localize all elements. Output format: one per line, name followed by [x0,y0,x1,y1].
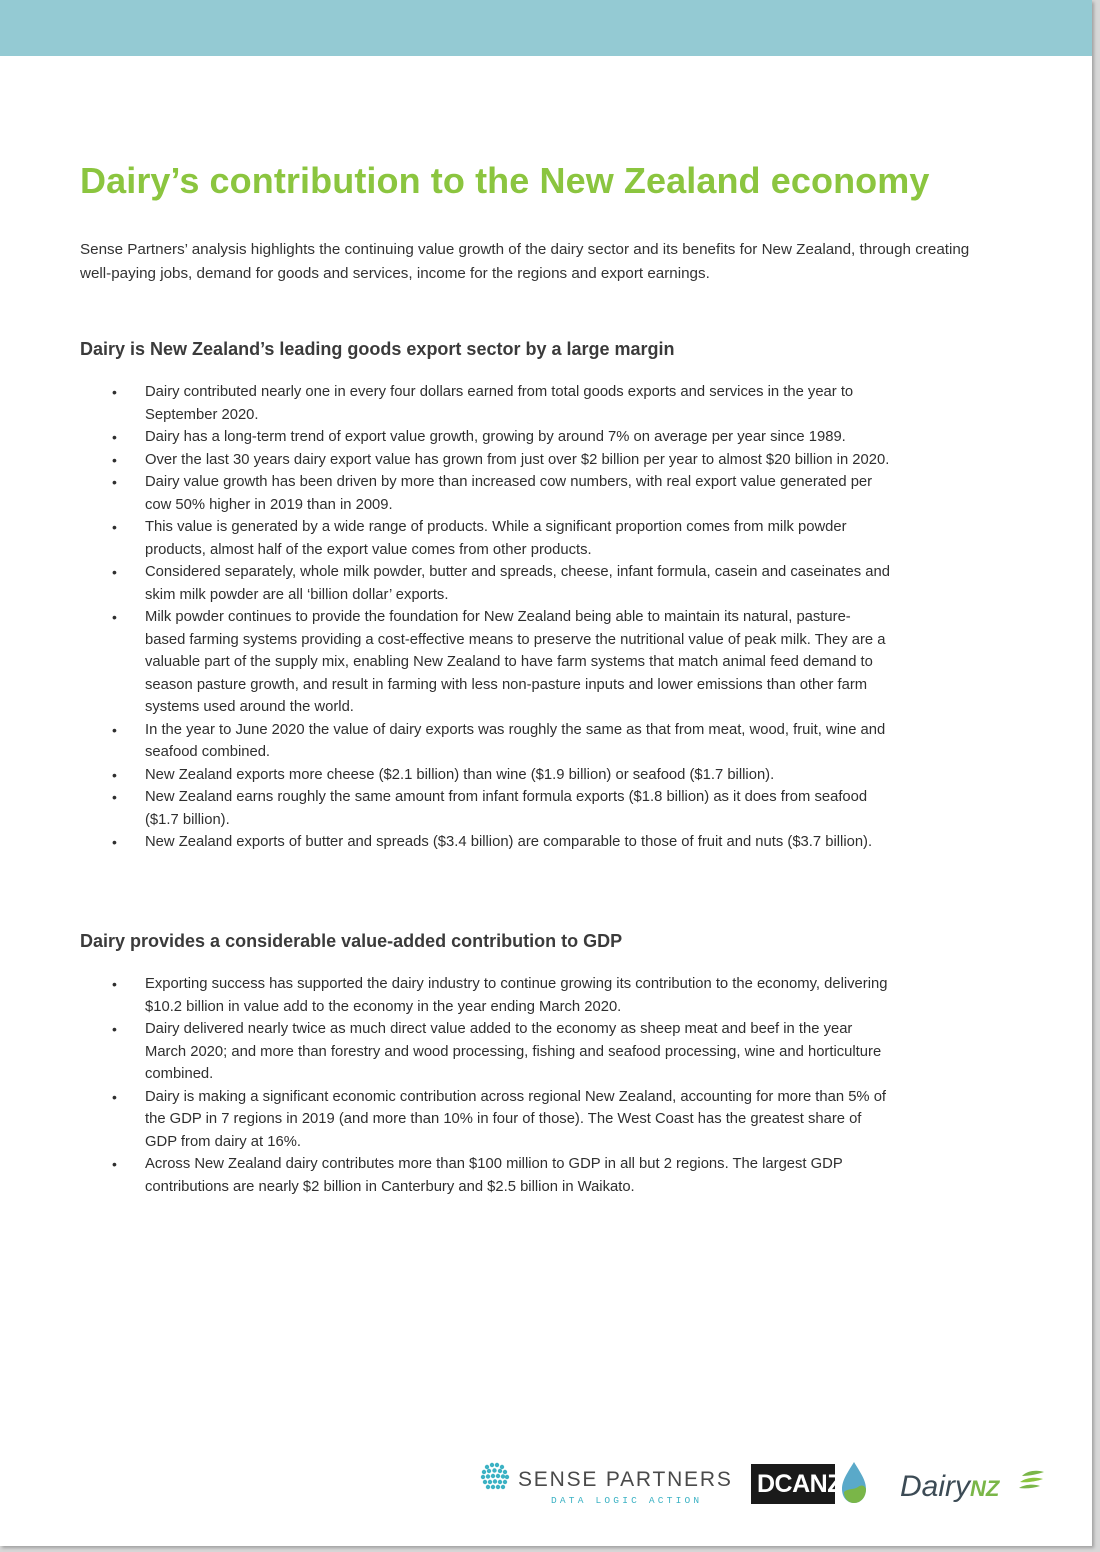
bullet-list-exports [0,381,1000,854]
dcanz-logo: DCANZ [751,1464,835,1504]
dairynz-logo-main: Dairy [900,1470,971,1503]
bullet-item [0,1018,1000,1086]
bullet-dot: • [112,1021,117,1037]
bullet-item [0,606,1000,719]
bullet-dot: • [112,789,117,805]
bullet-item [0,471,1000,516]
section-heading-exports: Dairy is New Zealand’s leading goods export sector by a large margin [80,339,675,359]
page-title: Dairy’s contribution to the New Zealand economy [80,160,930,201]
bullet-text: Dairy value growth has been driven by more than increased cow numbers, with real export value generated per cow 50% higher in 2019 than in 2009. [145,474,873,513]
bullet-dot: • [112,474,117,490]
bullet-item [0,1153,1000,1198]
bullet-item [0,719,1000,764]
bullet-dot: • [112,1156,117,1172]
bullet-text: Dairy has a long-term trend of export value growth, growing by around 7% on average per year since 1989. [145,429,846,445]
bullet-item [0,786,1000,831]
bullet-text: Dairy is making a significant economic contribution across regional New Zealand, accounting for more than 5% of the GDP in 7 regions in 2019 (and more than 10% in four of those). The West Coast has the greatest share of GDP from dairy at 16%. [145,1088,887,1150]
bullet-text: Considered separately, whole milk powder, butter and spreads, cheese, infant formula, casein and caseinates and skim milk powder are all ‘billion dollar’ exports. [145,564,890,603]
bullet-item [0,764,1000,787]
bullet-text: Dairy delivered nearly twice as much direct value added to the economy as sheep meat and beef in the year March 2020; and more than forestry and wood processing, fishing and seafood processing, wine and horticulture combined. [145,1021,882,1082]
bullet-text: New Zealand exports of butter and spreads ($3.4 billion) are comparable to those of fruit and nuts ($3.7 billion). [145,834,873,850]
sense-partners-tagline: DATA LOGIC ACTION [551,1495,703,1506]
bullet-dot: • [112,519,117,535]
top-color-band [0,0,1092,56]
intro-paragraph: Sense Partners’ analysis highlights the continuing value growth of the dairy sector and its benefits for New Zealand, through creating well-paying jobs, demand for goods and services, income for the regions and export earnings. [80,241,970,282]
dairynz-logo-suffix: NZ [970,1476,1000,1501]
dairynz-leaf-icon [1018,1468,1046,1492]
bullet-item [0,1086,1000,1154]
sense-partners-name: SENSE PARTNERS [518,1468,733,1491]
bullet-text: This value is generated by a wide range of products. While a significant proportion comes from milk powder products, almost half of the export value comes from other products. [145,519,847,558]
bullet-item [0,426,1000,449]
bullet-item [0,831,1000,854]
section-heading-gdp: Dairy provides a considerable value-added contribution to GDP [80,931,623,951]
bullet-text: New Zealand earns roughly the same amount from infant formula exports ($1.8 billion) as it does from seafood ($1.7 billion). [145,789,868,828]
bullet-text: Dairy contributed nearly one in every four dollars earned from total goods exports and services in the year to September 2020. [145,384,854,423]
bullet-text: Across New Zealand dairy contributes more than $100 million to GDP in all but 2 regions. The largest GDP contributions are nearly $2 billion in Canterbury and $2.5 billion in Waikato. [145,1156,843,1195]
bullet-text: In the year to June 2020 the value of dairy exports was roughly the same as that from meat, wood, fruit, wine and seafood combined. [145,721,886,760]
bullet-text: Exporting success has supported the dairy industry to continue growing its contribution to the economy, delivering $10.2 billion in value add to the economy in the year ending March 2020. [145,976,888,1015]
bullet-dot: • [112,721,117,738]
dcanz-drop-icon [838,1460,870,1506]
bullet-dot: • [112,451,117,468]
bullet-item [0,381,1000,426]
bullet-dot: • [112,976,117,992]
bullet-text: Milk powder continues to provide the foundation for New Zealand being able to maintain its natural, pasture-based farming systems providing a cost-effective means to preserve the nutritional value of peak milk. They are a valuable part of the supply mix, enabling New Zealand to have farm systems that match animal feed demand to season pasture growth, and result in farming with less non-pasture inputs and lower emissions than other farm systems used around the world. [145,609,886,715]
bullet-dot: • [112,766,117,783]
bullet-dot: • [112,1088,117,1105]
bullet-dot: • [112,384,117,400]
dairynz-logo [900,1470,999,1504]
bullet-item [0,516,1000,561]
bullet-dot: • [112,609,117,625]
bullet-item [0,973,1000,1018]
bullet-dot: • [112,564,117,580]
bullet-item [0,449,1000,472]
sense-partners-logo-icon [478,1460,512,1494]
bullet-text: New Zealand exports more cheese ($2.1 billion) than wine ($1.9 billion) or seafood ($1.7 billion). [145,766,775,783]
bullet-list-gdp [0,973,1000,1198]
bullet-text: Over the last 30 years dairy export value has grown from just over $2 billion per year to almost $20 billion in 2020. [145,451,890,468]
bullet-item [0,561,1000,606]
footer-logos [470,1458,1070,1518]
bullet-dot: • [112,429,117,445]
bullet-dot: • [112,834,117,850]
